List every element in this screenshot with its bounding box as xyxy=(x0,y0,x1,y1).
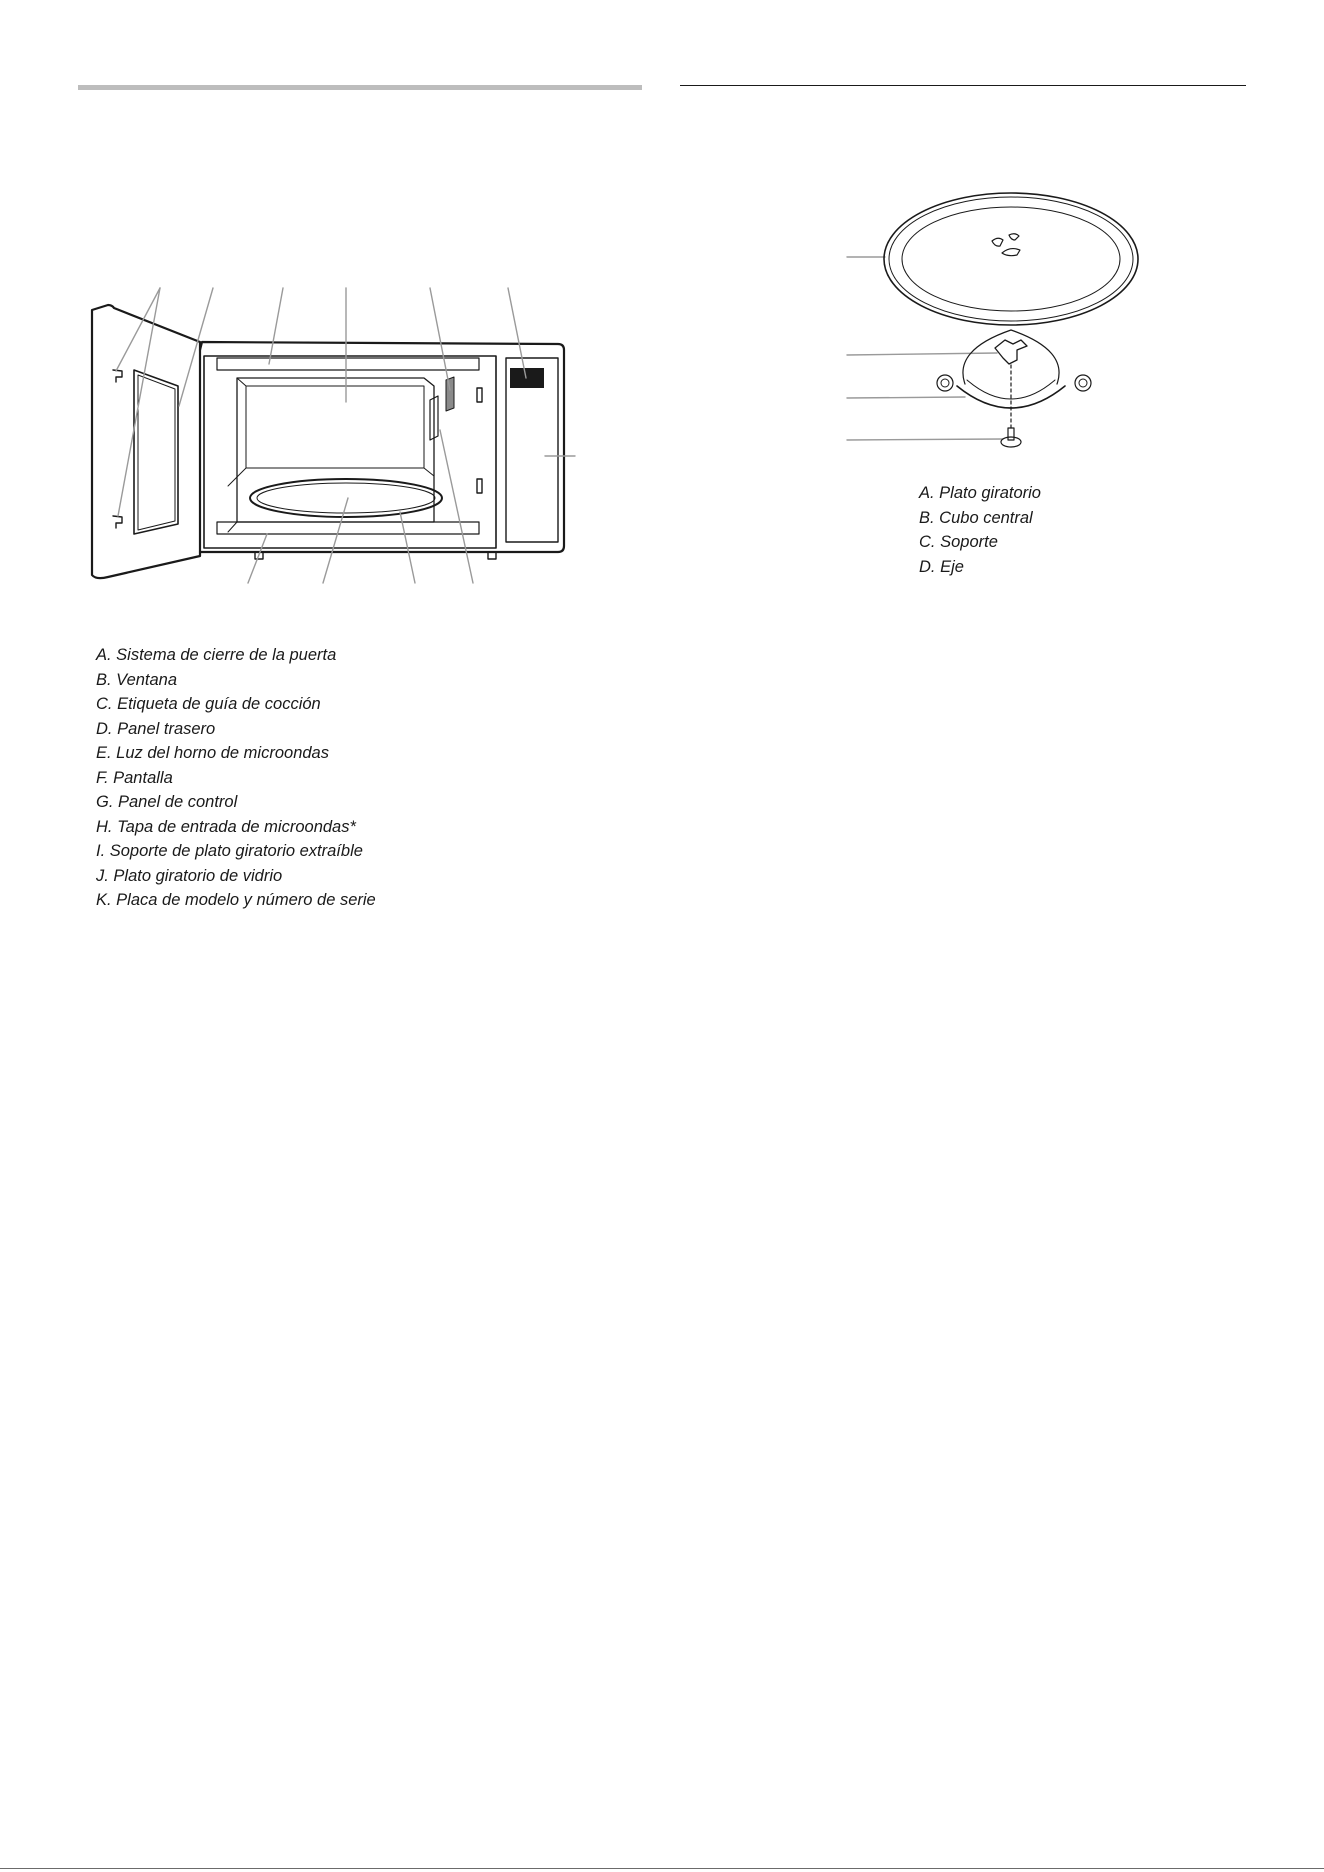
legend-item-shaft: D. Eje xyxy=(919,557,964,576)
legend-item-control-panel: G. Panel de control xyxy=(96,793,238,811)
legend-item-back-panel: D. Panel trasero xyxy=(96,719,216,738)
legend-item-turntable-support: I. Soporte de plato giratorio extraíble xyxy=(96,842,363,860)
section-rule-right xyxy=(680,85,1246,86)
legend-item-oven-light: E. Luz del horno de microondas xyxy=(96,744,329,762)
legend-item-display: F. Pantalla xyxy=(96,768,173,787)
door xyxy=(92,305,200,578)
microwave-parts-legend xyxy=(96,643,376,913)
turntable xyxy=(250,479,442,517)
legend-item-hub: B. Cubo central xyxy=(919,508,1033,527)
support-ring xyxy=(937,330,1091,408)
section-rule-left xyxy=(78,85,642,90)
legend-item-glass-turntable: J. Plato giratorio de vidrio xyxy=(96,866,283,885)
legend-item-waveguide-cover: H. Tapa de entrada de microondas* xyxy=(96,817,356,836)
turntable-leader-lines xyxy=(847,257,1003,440)
legend-item-cooking-guide-label: C. Etiqueta de guía de cocción xyxy=(96,695,321,713)
legend-item-plate: A. Plato giratorio xyxy=(919,484,1041,502)
turntable-diagram xyxy=(845,190,1150,455)
cabinet xyxy=(200,342,564,559)
turntable-plate xyxy=(884,193,1138,325)
legend-item-door-latch: A. Sistema de cierre de la puerta xyxy=(96,646,337,664)
legend-item-support: C. Soporte xyxy=(919,533,998,551)
legend-item-window: B. Ventana xyxy=(96,670,178,689)
turntable-parts-legend xyxy=(919,481,1041,579)
legend-item-model-serial-plate: K. Placa de modelo y número de serie xyxy=(96,891,376,909)
page-bottom-rule xyxy=(0,1868,1324,1869)
center-hub xyxy=(995,340,1027,364)
shaft xyxy=(1001,428,1021,447)
microwave-diagram xyxy=(80,280,600,600)
